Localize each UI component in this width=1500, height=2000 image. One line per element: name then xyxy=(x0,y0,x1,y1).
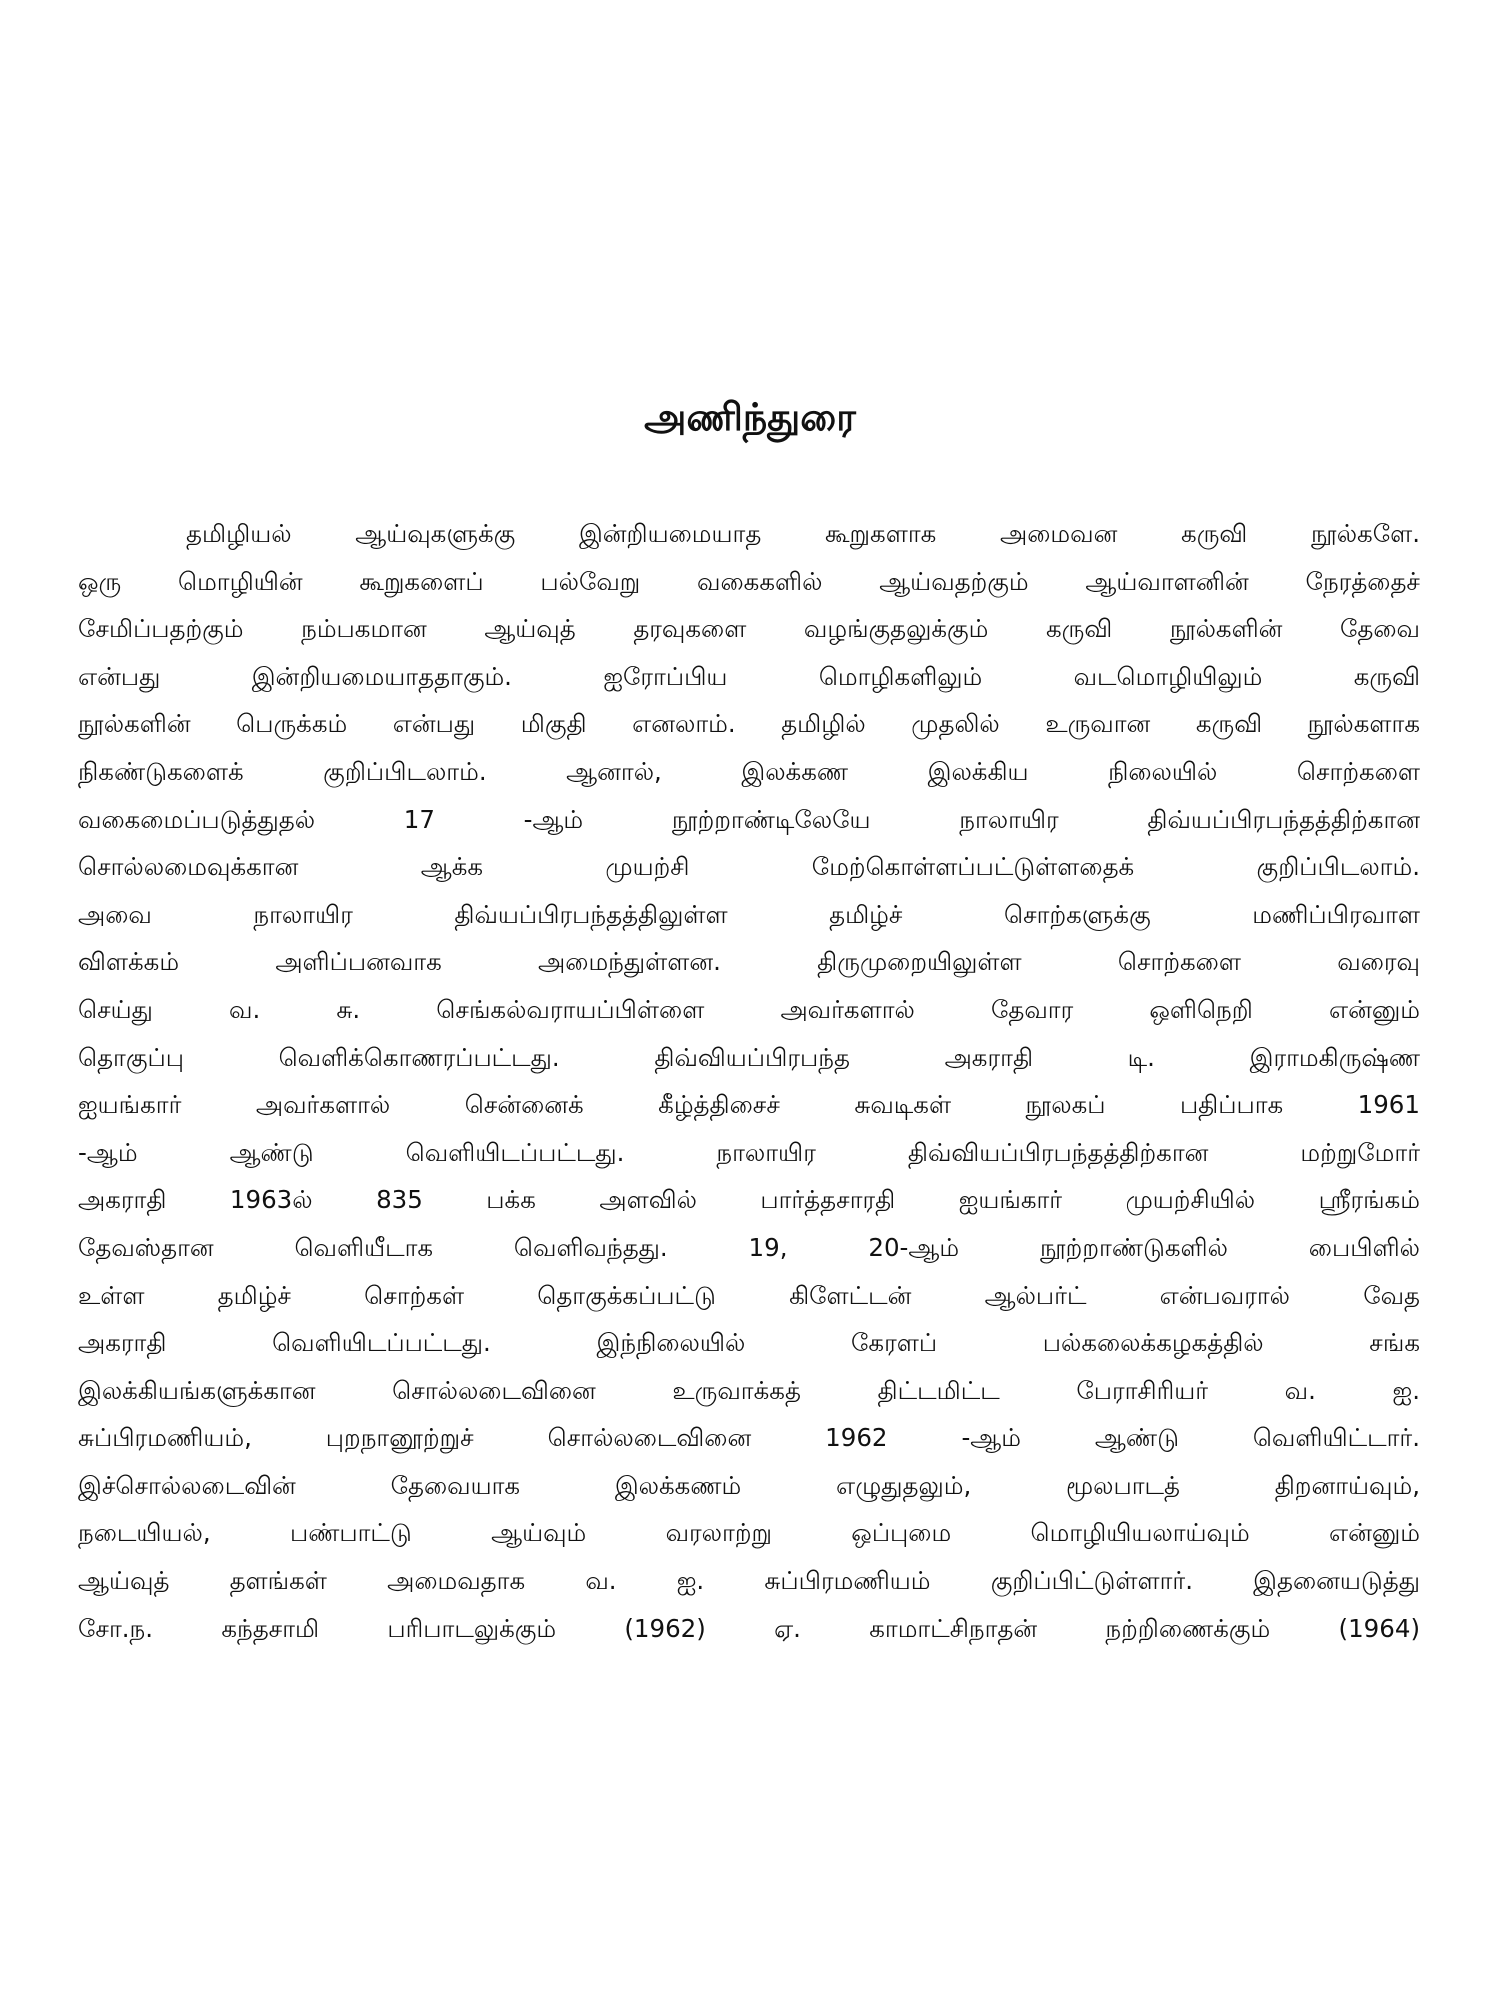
paragraph-line: தேவஸ்தான வெளியீடாக வெளிவந்தது. 19, 20-ஆம் நூற்றாண்டுகளில் பைபிளில் xyxy=(78,1232,1420,1262)
paragraph-line: சேமிப்பதற்கும் நம்பகமான ஆய்வுத் தரவுகளை வழங்குதலுக்கும் கருவி நூல்களின் தேவை xyxy=(78,614,1420,644)
paragraph-line: உள்ள தமிழ்ச் சொற்கள் தொகுக்கப்பட்டு கிளேட்டன் ஆல்பர்ட் என்பவரால் வேத xyxy=(78,1280,1420,1310)
paragraph-line: இச்சொல்லடைவின் தேவையாக இலக்கணம் எழுதுதலும், மூலபாடத் திறனாய்வும், xyxy=(78,1470,1420,1500)
paragraph-line: அகராதி வெளியிடப்பட்டது. இந்நிலையில் கேரளப் பல்கலைக்கழகத்தில் சங்க xyxy=(78,1328,1420,1358)
paragraph-line: ஐயங்கார் அவர்களால் சென்னைக் கீழ்த்திசைச் சுவடிகள் நூலகப் பதிப்பாக 1961 xyxy=(78,1090,1420,1120)
paragraph-line: சொல்லமைவுக்கான ஆக்க முயற்சி மேற்கொள்ளப்பட்டுள்ளதைக் குறிப்பிடலாம். xyxy=(78,852,1420,882)
paragraph-line: நூல்களின் பெருக்கம் என்பது மிகுதி எனலாம். தமிழில் முதலில் உருவான கருவி நூல்களாக xyxy=(78,709,1420,739)
paragraph-line: தொகுப்பு வெளிக்கொணரப்பட்டது. திவ்வியப்பிரபந்த அகராதி டி. இராமகிருஷ்ண xyxy=(78,1042,1420,1072)
paragraph-line: இலக்கியங்களுக்கான சொல்லடைவினை உருவாக்கத் திட்டமிட்ட பேராசிரியர் வ. ஐ. xyxy=(78,1375,1420,1405)
paragraph-line: அவை நாலாயிர திவ்யப்பிரபந்தத்திலுள்ள தமிழ்ச் சொற்களுக்கு மணிப்பிரவாள xyxy=(78,899,1420,929)
paragraph-line: வகைமைப்படுத்துதல் 17 -ஆம் நூற்றாண்டிலேயே நாலாயிர திவ்யப்பிரபந்தத்திற்கான xyxy=(78,804,1420,834)
paragraph-line: தமிழியல் ஆய்வுகளுக்கு இன்றியமையாத கூறுகளாக அமைவன கருவி நூல்களே. xyxy=(186,519,1420,548)
page-title: அணிந்துரை xyxy=(644,395,856,439)
paragraph-line: என்பது இன்றியமையாததாகும். ஐரோப்பிய மொழிகளிலும் வடமொழியிலும் கருவி xyxy=(78,661,1420,691)
paragraph-line: ஒரு மொழியின் கூறுகளைப் பல்வேறு வகைகளில் ஆய்வதற்கும் ஆய்வாளனின் நேரத்தைச் xyxy=(78,566,1420,596)
paragraph-line: அகராதி 1963ல் 835 பக்க அளவில் பார்த்தசாரதி ஐயங்கார் முயற்சியில் ஸ்ரீரங்கம் xyxy=(78,1185,1420,1215)
foreword-paragraph xyxy=(78,510,1420,1652)
paragraph-line: ஆய்வுத் தளங்கள் அமைவதாக வ. ஐ. சுப்பிரமணியம் குறிப்பிட்டுள்ளார். இதனையடுத்து xyxy=(78,1566,1420,1596)
paragraph-line: விளக்கம் அளிப்பனவாக அமைந்துள்ளன. திருமுறையிலுள்ள சொற்களை வரைவு xyxy=(78,947,1420,977)
paragraph-line: சோ.ந. கந்தசாமி பரிபாடலுக்கும் (1962) ஏ. காமாட்சிநாதன் நற்றிணைக்கும் (1964) xyxy=(78,1613,1420,1643)
paragraph-line: நிகண்டுகளைக் குறிப்பிடலாம். ஆனால், இலக்கண இலக்கிய நிலையில் சொற்களை xyxy=(78,756,1420,786)
paragraph-line: நடையியல், பண்பாட்டு ஆய்வும் வரலாற்று ஒப்புமை மொழியியலாய்வும் என்னும் xyxy=(78,1518,1420,1548)
paragraph-line: செய்து வ. சு. செங்கல்வராயப்பிள்ளை அவர்களால் தேவார ஒளிநெறி என்னும் xyxy=(78,994,1420,1024)
paragraph-line: -ஆம் ஆண்டு வெளியிடப்பட்டது. நாலாயிர திவ்வியப்பிரபந்தத்திற்கான மற்றுமோர் xyxy=(78,1137,1420,1167)
paragraph-line: சுப்பிரமணியம், புறநானூற்றுச் சொல்லடைவினை 1962 -ஆம் ஆண்டு வெளியிட்டார். xyxy=(78,1423,1420,1453)
